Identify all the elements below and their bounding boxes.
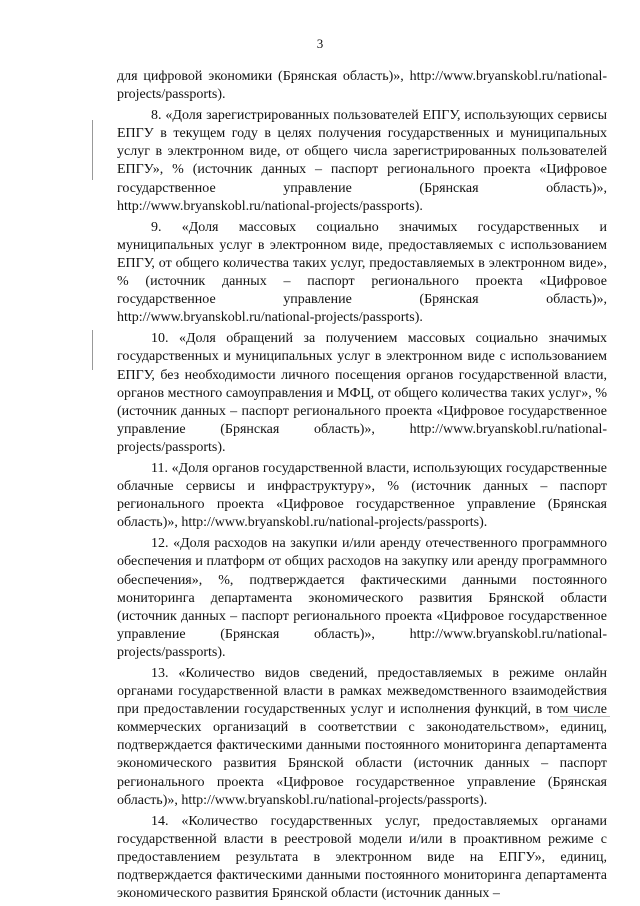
scan-margin-line bbox=[92, 330, 93, 370]
paragraph-item-10: 10. «Доля обращений за получением массовых социально значимых государственных и муниципальных услуг в электронном виде с использованием ЕПГУ, без необходимости личного посещения органов государственной власти, органов местного самоуправления и МФЦ, от общего количества таких услуг», % (источник данных – паспорт регионального проекта «Цифровое государственное управление (Брянская область)», http://www.bryanskobl.ru/national-projects/passports). bbox=[117, 331, 607, 455]
paragraph-item-13: 13. «Количество видов сведений, предоставляемых в режиме онлайн органами государственной власти в рамках межведомственного взаимодействия при предоставлении государственных услуг и исполнения функций, в том числе коммерческих организаций в соответствии с законодательством», единиц, подтверждается фактическими данными постоянного мониторинга департамента экономического развития Брянской области (источник данных – паспорт регионального проекта «Цифровое государственное управление (Брянская область)», http://www.bryanskobl.ru/national-projects/passports). bbox=[117, 666, 607, 808]
paragraph-item-12: 12. «Доля расходов на закупки и/или аренду отечественного программного обеспечения и платформ от общих расходов на закупку или аренду программного обеспечения», %, подтверждается фактическими данными постоянного мониторинга департамента экономического развития Брянской области (источник данных – паспорт регионального проекта «Цифровое государственное управление (Брянская область)», http://www.bryanskobl.ru/national-projects/passports). bbox=[117, 536, 607, 660]
paragraph-item-11: 11. «Доля органов государственной власти, использующих государственные облачные сервисы и инфраструктуру», % (источник данных – паспорт регионального проекта «Цифровое государственное управление (Брянская область)», http://www.bryanskobl.ru/national-projects/passports). bbox=[117, 460, 607, 531]
page-number: 3 bbox=[316, 36, 324, 51]
paragraph-item-8: 8. «Доля зарегистрированных пользователей ЕПГУ, использующих сервисы ЕПГУ в текущем году в целях получения государственных и муниципальных услуг в электронном виде, от общего числа зарегистрированных пользователей ЕПГУ», % (источник данных – паспорт регионального проекта «Цифровое государственное управление (Брянская область)», http://www.bryanskobl.ru/national-projects/passports). bbox=[117, 108, 607, 214]
document-body bbox=[117, 68, 607, 906]
paragraph-continuation: для цифровой экономики (Брянская область)», http://www.bryanskobl.ru/national-projects/passports). bbox=[117, 69, 607, 103]
scan-margin-line bbox=[92, 120, 93, 180]
paragraph-item-14: 14. «Количество государственных услуг, предоставляемых органами государственной власти в реестровой модели и/или в проактивном режиме с предоставлением результата в электронном виде на ЕПГУ», единиц, подтверждается фактическими данными постоянного мониторинга департамента экономического развития Брянской области (источник данных – bbox=[117, 813, 607, 902]
paragraph-item-9: 9. «Доля массовых социально значимых государственных и муниципальных услуг в электронном виде, предоставляемых с использованием ЕПГУ, от общего количества таких услуг, предоставляемых в электронном виде», % (источник данных – паспорт регионального проекта «Цифровое государственное управление (Брянская область)», http://www.bryanskobl.ru/national-projects/passports). bbox=[117, 219, 607, 326]
